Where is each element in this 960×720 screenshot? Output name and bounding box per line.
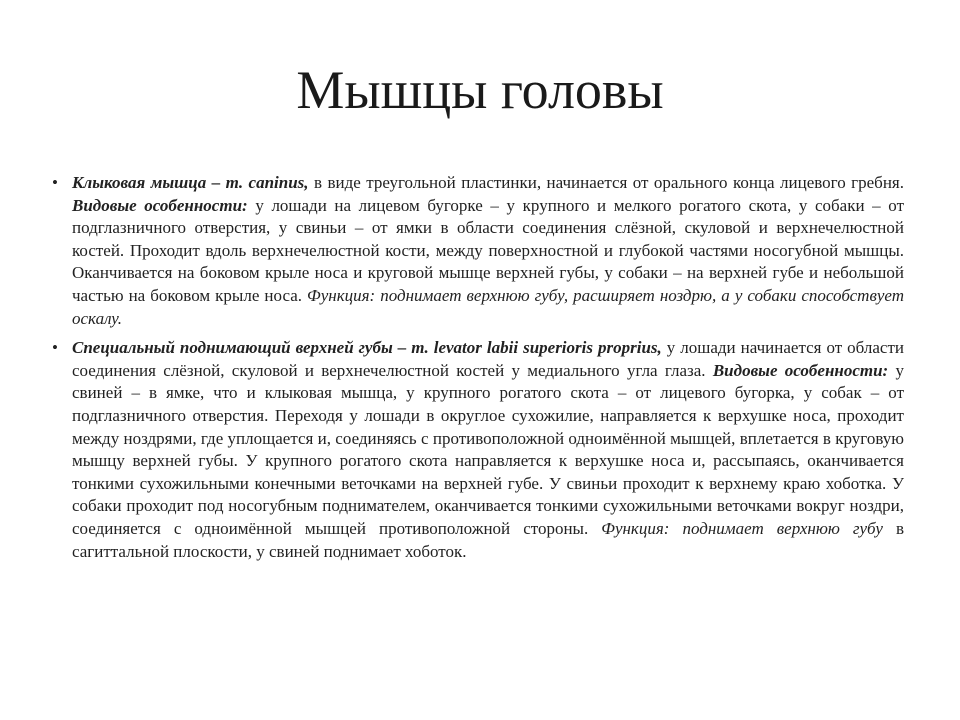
bullet-text: в виде треугольной пластинки, начинается от орального конца лицевого гребня. (308, 173, 904, 192)
bullet-item-caninus (48, 172, 904, 330)
species-features-label: Видовые особенности: (72, 195, 248, 215)
bullet-tail: в сагиттальной плоскости, у свиней поднимает хоботок. (72, 518, 905, 561)
bullet-dot-icon: • (52, 338, 58, 358)
muscle-name: Специальный поднимающий верхней губы – m. levator labii superioris proprius, (72, 338, 662, 358)
muscle-name: Клыковая мышца – m. caninus, (72, 173, 309, 192)
bullet-item-levator (48, 337, 904, 563)
bullet-text: у лошади на лицевом бугорке – у крупного и мелкого рогатого скота, у собаки – от подглазничного отверстия, у свиньи – от ямки в области соединения слёзной, скуловой и верхнечелюстной костей. Проходит вдоль верхнечелюстной кости, между поверхностной и глубокой частями носогубной мышцы. Оканчивается на боковом крыле носа и круговой мышце верхней губы, у собаки – на верхней губе и небольшой частью на боковом крыле носа. (72, 195, 905, 305)
species-features-label: Видовые особенности: (712, 360, 889, 380)
slide-body (48, 172, 904, 570)
bullet-dot-icon: • (52, 173, 58, 192)
function-text: Функция: поднимает верхнюю губу, расширяет ноздрю, а у собаки способствует оскалу. (72, 285, 904, 328)
function-text: Функция: поднимает верхнюю губу (601, 518, 883, 538)
bullet-text: у лошади начинается от области соединения слёзной, скуловой и верхнечелюстной костей у медиального угла глаза. (72, 338, 904, 380)
slide-title: Мышцы головы (296, 60, 664, 120)
bullet-text: у свиней – в ямке, что и клыковая мышца, у крупного рогатого скота – от лицевого бугорка, у собак – от подглазничного отверстия. Переходя у лошади в округлое сухожилие, направляется к верхушке носа, проходит между ноздрями, где уплощается и, соединяясь с противоположной одноимённой мышцей, вплетается в круговую мышцу верхней губы. У крупного рогатого скота направляется к верхушке носа и, рассыпаясь, оканчивается тонкими сухожильными конечными веточками на верхней губе. У свиньи проходит к верхнему краю хоботка. У собаки проходит под носогубным поднимателем, оканчивается тонкими сухожильными веточками вокруг ноздри, соединяется с одноимённой мышцей противоположной стороны. (72, 360, 905, 538)
